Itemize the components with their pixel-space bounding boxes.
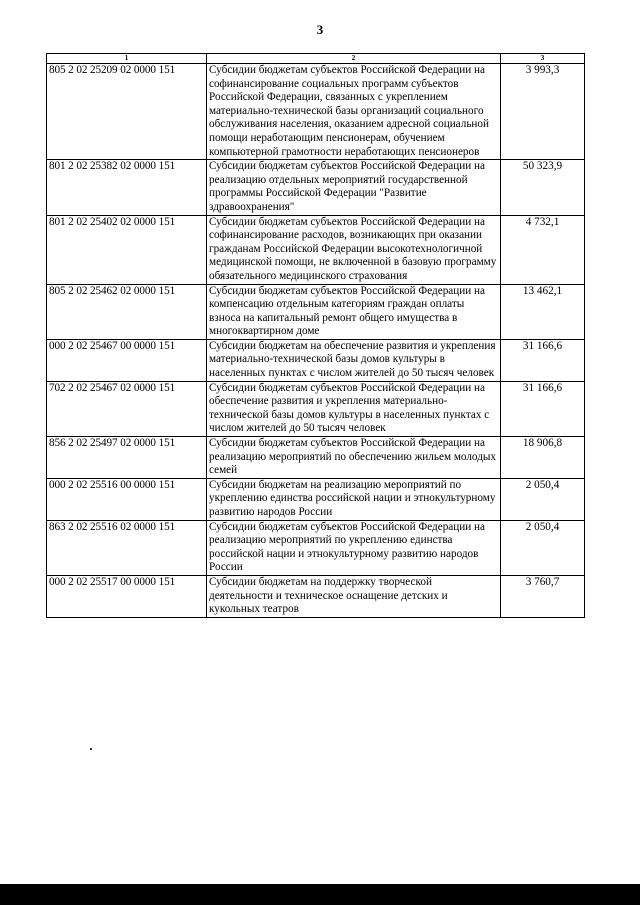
scan-speck — [90, 748, 92, 750]
row-code: 702 2 02 25467 02 0000 151 — [47, 381, 207, 436]
table-body — [47, 64, 585, 618]
row-amount: 2 050,4 — [501, 478, 585, 520]
row-code: 856 2 02 25497 02 0000 151 — [47, 437, 207, 479]
row-code: 863 2 02 25516 02 0000 151 — [47, 520, 207, 575]
row-amount: 3 760,7 — [501, 575, 585, 617]
table-row — [47, 478, 585, 520]
row-amount: 31 166,6 — [501, 339, 585, 381]
header-col-description: 2 — [207, 54, 501, 64]
row-description: Субсидии бюджетам субъектов Российской Федерации на реализацию отдельных мероприятий государственной программы Российской Федерации "Развитие здравоохранения" — [207, 160, 501, 215]
row-amount: 4 732,1 — [501, 215, 585, 284]
row-description: Субсидии бюджетам на поддержку творческой деятельности и техническое оснащение детских и кукольных театров — [207, 575, 501, 617]
row-description: Субсидии бюджетам субъектов Российской Федерации на софинансирование социальных программ субъектов Российской Федерации, связанных с укреплением материально-технической базы организаций социального обслуживания населения, оказанием адресной социальной помощи неработающим пенсионерам, обучением компьютерной грамотности неработающих пенсионеров — [207, 64, 501, 160]
row-code: 000 2 02 25516 00 0000 151 — [47, 478, 207, 520]
budget-table — [46, 53, 585, 618]
table-row — [47, 339, 585, 381]
row-code: 805 2 02 25462 02 0000 151 — [47, 284, 207, 339]
row-code: 000 2 02 25517 00 0000 151 — [47, 575, 207, 617]
table-row — [47, 575, 585, 617]
row-amount: 13 462,1 — [501, 284, 585, 339]
row-description: Субсидии бюджетам на обеспечение развития и укрепления материально-технической базы домов культуры в населенных пунктах с числом жителей до 50 тысяч человек — [207, 339, 501, 381]
page-number: 3 — [316, 22, 324, 37]
row-amount: 2 050,4 — [501, 520, 585, 575]
table-row — [47, 437, 585, 479]
table-row — [47, 160, 585, 215]
table-row — [47, 284, 585, 339]
table-row — [47, 520, 585, 575]
table-row — [47, 64, 585, 160]
row-code: 801 2 02 25382 02 0000 151 — [47, 160, 207, 215]
row-amount: 50 323,9 — [501, 160, 585, 215]
row-description: Субсидии бюджетам на реализацию мероприятий по укреплению единства российской нации и этнокультурному развитию народов России — [207, 478, 501, 520]
row-code: 801 2 02 25402 02 0000 151 — [47, 215, 207, 284]
row-description: Субсидии бюджетам субъектов Российской Федерации на обеспечение развития и укрепления материально-технической базы домов культуры в населенных пунктах с числом жителей до 50 тысяч человек — [207, 381, 501, 436]
row-amount: 18 906,8 — [501, 437, 585, 479]
header-col-code: 1 — [47, 54, 207, 64]
table-row — [47, 215, 585, 284]
row-description: Субсидии бюджетам субъектов Российской Федерации на реализацию мероприятий по укреплению единства российской нации и этнокультурному развитию народов России — [207, 520, 501, 575]
row-code: 805 2 02 25209 02 0000 151 — [47, 64, 207, 160]
header-col-amount: 3 — [501, 54, 585, 64]
row-description: Субсидии бюджетам субъектов Российской Федерации на софинансирование расходов, возникающих при оказании гражданам Российской Федерации высокотехнологичной медицинской помощи, не включенной в базовую программу обязательного медицинского страхования — [207, 215, 501, 284]
row-description: Субсидии бюджетам субъектов Российской Федерации на реализацию мероприятий по обеспечению жильем молодых семей — [207, 437, 501, 479]
scan-bottom-edge — [0, 884, 640, 905]
row-amount: 3 993,3 — [501, 64, 585, 160]
header-row — [47, 54, 585, 64]
row-description: Субсидии бюджетам субъектов Российской Федерации на компенсацию отдельным категориям граждан оплаты взноса на капитальный ремонт общего имущества в многоквартирном доме — [207, 284, 501, 339]
row-code: 000 2 02 25467 00 0000 151 — [47, 339, 207, 381]
table-header — [47, 54, 585, 64]
row-amount: 31 166,6 — [501, 381, 585, 436]
table-row — [47, 381, 585, 436]
